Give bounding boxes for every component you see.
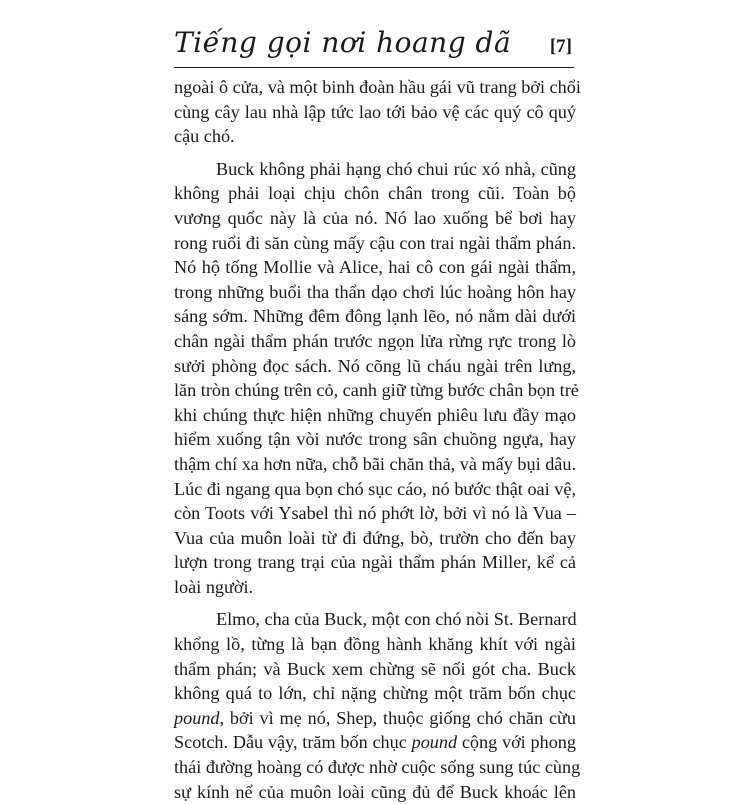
text-line: còn Toots với Ysabel thì nó phớt lờ, bởi vì nó là Vua – (174, 503, 576, 524)
text-line: sưởi phòng đọc sách. Nó cõng lũ cháu ngài trên lưng, (174, 355, 576, 376)
text-line: hiểm xuống tận vòi nước trong sân chuồng ngựa, hay (174, 429, 576, 450)
text-line: khi chúng thực hiện những chuyến phiêu lưu đầy mạo (174, 404, 576, 425)
paragraph-1 (174, 75, 581, 149)
text-line: thái đường hoàng có được nhờ cuộc sống sung túc cùng (174, 757, 581, 778)
text-line: Elmo, cha của Buck, một con chó nòi St. Bernard (216, 609, 577, 630)
text-line: thậm chí xa hơn nữa, chỗ bãi chăn thả, và mấy bụi dâu. (174, 453, 576, 474)
text-line: ngoài ô cửa, và một binh đoàn hầu gái vũ trang bởi chổi (174, 77, 581, 97)
text-line: Lúc đi ngang qua bọn chó sục cáo, nó bước thật oai vệ, (174, 478, 576, 499)
text-line: thẩm phán; và Buck xem chừng sẽ nối gót cha. Buck (174, 658, 576, 679)
body-text (174, 75, 581, 804)
text-line: không quá to lớn, chỉ nặng chừng một trăm bốn chục (174, 683, 576, 704)
text-line: pound, bởi vì mẹ nó, Shep, thuộc giống chó chăn cừu (174, 707, 576, 728)
text-line: sự kính nể của muôn loài cũng đủ để Buck khoác lên (174, 781, 576, 802)
text-line: chân ngài thẩm phán trước ngọn lửa rừng rực trong lò (174, 330, 576, 351)
header-divider (174, 67, 574, 68)
text-line: cậu chó. (174, 126, 235, 147)
running-header (174, 22, 574, 70)
text-line: Scotch. Dẫu vậy, trăm bốn chục pound cộng với phong (174, 732, 576, 753)
paragraph-2 (174, 157, 579, 600)
book-title: Tiếng gọi nơi hoang dã (174, 26, 512, 59)
text-line: Nó hộ tống Mollie và Alice, hai cô con gái ngài thẩm, (174, 257, 576, 278)
page-number: [7] (549, 36, 572, 57)
text-line: sáng sớm. Những đêm đông lạnh lẽo, nó nằm dài dưới (174, 306, 576, 327)
text-line: lượn trong trang trại của ngài thẩm phán Miller, kể cả (174, 552, 576, 573)
text-line: lăn tròn chúng trên cỏ, canh giữ từng bước chân bọn trẻ (174, 380, 579, 401)
text-line: loài người. (174, 576, 254, 597)
paragraph-3 (174, 607, 581, 804)
text-line: rong ruổi đi săn cùng mấy cậu con trai ngài thẩm phán. (174, 232, 576, 253)
text-line: không phải loại chịu chôn chân trong cũi. Toàn bộ (174, 183, 576, 204)
text-line: trong những buổi tha thẩn dạo chơi lúc hoàng hôn hay (174, 281, 576, 302)
text-line: vương quốc này là của nó. Nó lao xuống bể bơi hay (174, 207, 576, 228)
text-line: Buck không phải hạng chó chui rúc xó nhà, cũng (216, 158, 576, 179)
text-line: khổng lồ, từng là bạn đồng hành khăng khít với ngài (174, 634, 576, 655)
text-line: Vua của muôn loài từ đi đứng, bò, trườn cho đến bay (174, 527, 576, 548)
text-line: cùng cây lau nhà lập tức lao tới bảo vệ các quý cô quý (174, 101, 576, 122)
